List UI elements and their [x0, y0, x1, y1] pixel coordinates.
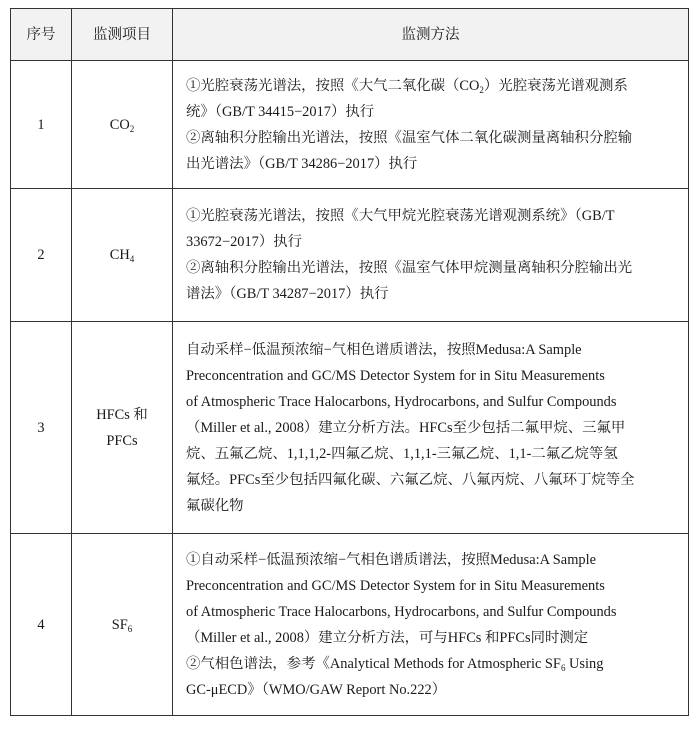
row-method	[173, 61, 689, 189]
method-line: Preconcentration and GC/MS Detector System for in Situ Measurements	[186, 367, 605, 384]
method-line: 33672−2017）执行	[186, 234, 303, 250]
method-line: ②气相色谱法，参考《Analytical Methods for Atmospheric $SF_6$ Using	[186, 655, 604, 673]
method-line: ②离轴积分腔输出光谱法，按照《温室气体二氧化碳测量离轴积分腔输	[186, 129, 633, 146]
method-line: 出光谱法》（GB/T 34286−2017）执行	[186, 155, 418, 172]
method-line: 自动采样−低温预浓缩−气相色谱质谱法，按照Medusa:A Sample	[186, 341, 582, 358]
row-item	[72, 534, 173, 716]
item-formula-main: CO	[109, 116, 130, 133]
method-line: 统》（GB/T 34415−2017）执行	[186, 103, 375, 120]
item-line: PFCs	[106, 432, 138, 449]
monitoring-methods-table	[10, 8, 689, 716]
row-method	[173, 189, 689, 322]
row-item	[72, 322, 173, 534]
table-row	[11, 189, 689, 322]
row-method	[173, 534, 689, 716]
method-line: GC-μECD》（WMO/GAW Report No.222）	[186, 681, 447, 698]
row-method	[173, 322, 689, 534]
method-line: ①光腔衰荡光谱法，按照《大气甲烷光腔衰荡光谱观测系统》（GB/T	[186, 208, 615, 224]
header-item: 监测项目	[72, 9, 173, 61]
item-formula-main: CH	[109, 247, 130, 263]
method-line: 烷、五氟乙烷、1,1,1,2-四氟乙烷、1,1,1-三氟乙烷、1,1-二氟乙烷等氢	[186, 445, 618, 462]
item-formula-sub: 2	[129, 123, 135, 134]
row-seq: 2	[11, 189, 72, 322]
header-seq: 序号	[11, 9, 72, 61]
method-line: ①光腔衰荡光谱法，按照《大气二氧化碳$(CO_2)$光腔衰荡光谱观测系	[186, 77, 628, 95]
method-line: 氟碳化物	[186, 497, 244, 514]
method-line: 谱法》（GB/T 34287−2017）执行	[186, 286, 389, 302]
table-row	[11, 534, 689, 716]
method-line: of Atmospheric Trace Halocarbons, Hydrocarbons, and Sulfur Compounds	[186, 393, 617, 410]
item-formula-main: SF	[111, 616, 128, 633]
table-row	[11, 322, 689, 534]
method-line: ①自动采样−低温预浓缩−气相色谱质谱法，按照Medusa:A Sample	[186, 551, 596, 568]
method-line: ②离轴积分腔输出光谱法，按照《温室气体甲烷测量离轴积分腔输出光	[186, 260, 633, 276]
header-method: 监测方法	[173, 9, 689, 61]
item-line: HFCs 和	[96, 406, 148, 423]
method-line: 氟烃。PFCs至少包括四氟化碳、六氟乙烷、八氟丙烷、八氟环丁烷等全	[186, 471, 635, 488]
method-line: （Miller et al., 2008）建立分析方法。HFCs至少包括二氟甲烷、三氟甲	[186, 419, 626, 436]
row-item	[72, 189, 173, 322]
row-seq: 1	[11, 61, 72, 189]
item-formula-sub: 6	[127, 623, 133, 634]
table-row	[11, 61, 689, 189]
method-line: Preconcentration and GC/MS Detector System for in Situ Measurements	[186, 577, 605, 594]
header-row	[11, 9, 689, 61]
row-seq: 3	[11, 322, 72, 534]
row-item	[72, 61, 173, 189]
item-formula-sub: 4	[129, 254, 135, 264]
method-line: （Miller et al., 2008）建立分析方法，可与HFCs 和PFCs同时测定	[186, 629, 589, 646]
method-line: of Atmospheric Trace Halocarbons, Hydrocarbons, and Sulfur Compounds	[186, 603, 617, 620]
row-seq: 4	[11, 534, 72, 716]
